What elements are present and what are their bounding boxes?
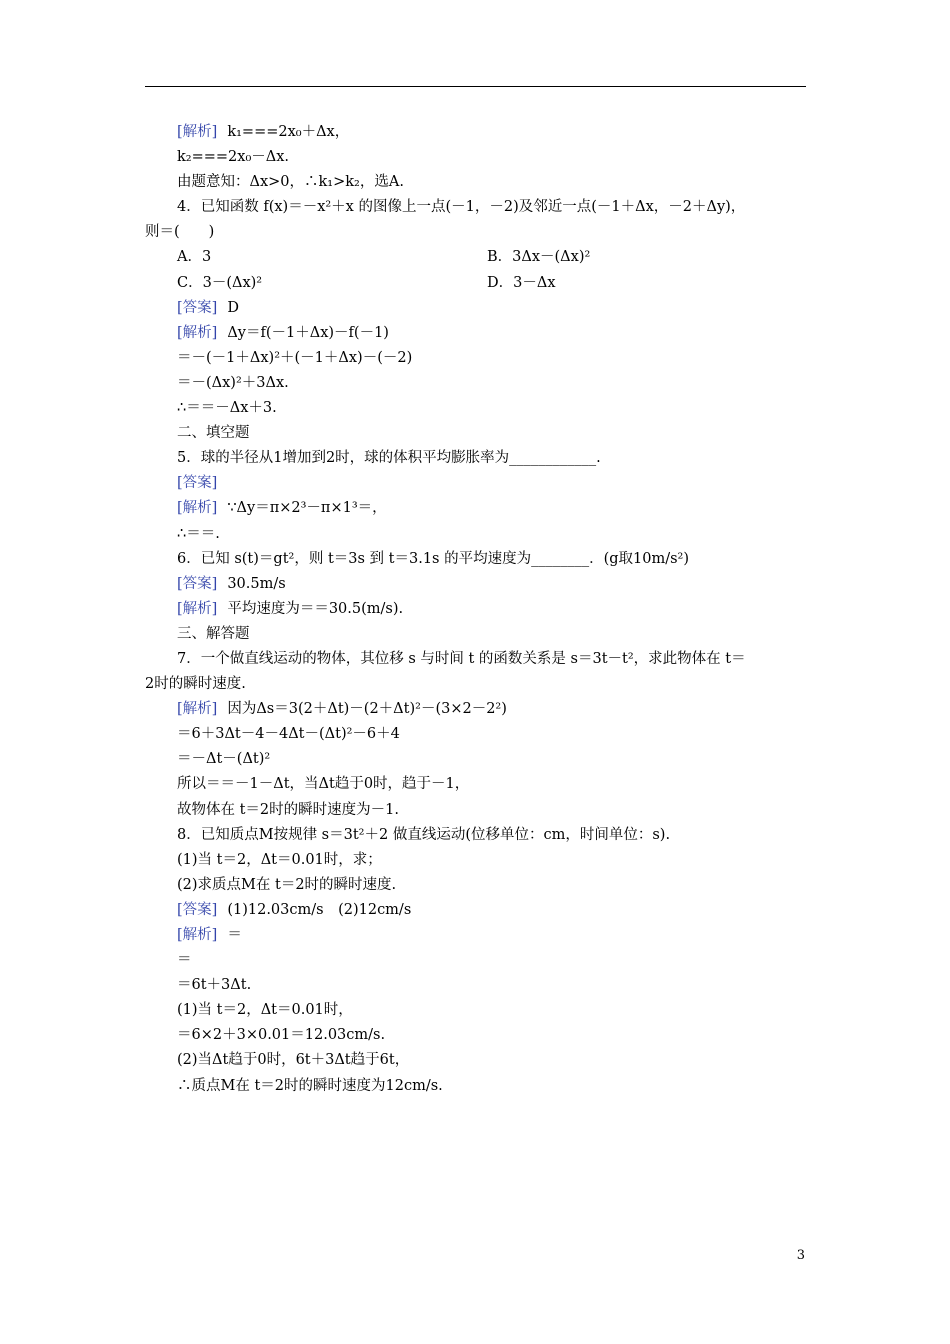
line-text: 三、解答题 xyxy=(177,625,250,642)
line-text: (1)当 t＝2，Δt＝0.01时，求； xyxy=(177,851,382,868)
line-text: k₁===2x₀＋Δx， xyxy=(227,124,350,140)
text-line xyxy=(145,446,806,471)
line-text: Δy＝f(－1＋Δx)－f(－1) xyxy=(227,324,389,341)
line-text: (1)12.03cm/s (2)12cm/s xyxy=(227,901,412,918)
section-tag: [解析] xyxy=(177,927,218,943)
text-line xyxy=(145,195,806,220)
line-text: 5．球的半径从1增加到2时，球的体积平均膨胀率为____________. xyxy=(177,450,601,467)
text-line xyxy=(145,321,806,346)
text-line xyxy=(145,271,806,296)
line-text: k₂===2x₀－Δx. xyxy=(177,149,290,166)
line-text: 2时的瞬时速度. xyxy=(145,676,246,693)
section-tag: [答案] xyxy=(177,575,218,592)
document-body xyxy=(145,120,806,1099)
line-text: 故物体在 t＝2时的瞬时速度为－1. xyxy=(177,801,399,818)
text-line xyxy=(145,296,806,321)
text-line xyxy=(145,496,806,521)
page-number: 3 xyxy=(796,1248,805,1263)
text-line xyxy=(145,120,806,145)
line-text: 所以＝＝－1－Δt，当Δt趋于0时，趋于－1， xyxy=(177,776,470,793)
text-line xyxy=(145,547,806,572)
line-text: ＝－(Δx)²＋3Δx. xyxy=(177,374,289,391)
text-line xyxy=(145,346,806,371)
line-text: 则＝( ) xyxy=(145,224,215,241)
text-line xyxy=(145,923,806,948)
text-line xyxy=(145,697,806,722)
option-choice: C．3－(Δx)² xyxy=(177,274,263,291)
text-line xyxy=(145,471,806,496)
line-text: ＝ xyxy=(177,952,192,969)
line-text: ＝6×2＋3×0.01＝12.03cm/s. xyxy=(177,1027,386,1044)
line-text: 4．已知函数 f(x)＝－x²＋x 的图像上一点(－1，－2)及邻近一点(－1＋Δx，－2＋Δy)， xyxy=(177,199,746,216)
text-line xyxy=(145,145,806,170)
line-text: ∴＝＝. xyxy=(177,525,220,542)
option-choice: D．3－Δx xyxy=(487,274,556,291)
section-tag: [解析] xyxy=(177,324,218,341)
text-line xyxy=(145,1048,806,1073)
line-text: ∴＝＝－Δx＋3. xyxy=(177,400,277,417)
line-text: ＝6t＋3Δt. xyxy=(177,977,252,994)
text-line xyxy=(145,572,806,597)
line-text: 8．已知质点M按规律 s＝3t²＋2 做直线运动(位移单位：cm，时间单位：s). xyxy=(177,826,671,843)
text-line xyxy=(145,647,806,672)
text-line xyxy=(145,396,806,421)
text-line xyxy=(145,948,806,973)
line-text: ＝ xyxy=(227,927,242,943)
line-text: ∵Δy＝π×2³－π×1³＝， xyxy=(227,500,387,517)
option-choice: B．3Δx－(Δx)² xyxy=(487,249,591,266)
text-line xyxy=(145,597,806,622)
header-rule xyxy=(145,86,806,87)
text-line xyxy=(145,1074,806,1099)
text-line xyxy=(145,722,806,747)
line-text: ＝－(－1＋Δx)²＋(－1＋Δx)－(－2) xyxy=(177,349,413,366)
text-line xyxy=(145,1023,806,1048)
line-text: 二、填空题 xyxy=(177,425,250,442)
text-line xyxy=(145,998,806,1023)
text-line xyxy=(145,873,806,898)
line-text: ＝6＋3Δt－4－4Δt－(Δt)²－6＋4 xyxy=(177,726,400,743)
line-text: 6．已知 s(t)＝gt²，则 t＝3s 到 t＝3.1s 的平均速度为________．(g取10m/s²) xyxy=(177,550,690,567)
section-tag: [解析] xyxy=(177,124,218,140)
line-text: (2)求质点M在 t＝2时的瞬时速度. xyxy=(177,876,397,893)
line-text: ∴质点M在 t＝2时的瞬时速度为12cm/s. xyxy=(177,1077,443,1094)
section-tag: [答案] xyxy=(177,475,218,492)
section-tag: [解析] xyxy=(177,701,218,718)
text-line xyxy=(145,220,806,245)
text-line xyxy=(145,245,806,270)
text-line xyxy=(145,848,806,873)
text-line xyxy=(145,672,806,697)
text-line xyxy=(145,747,806,772)
text-line xyxy=(145,421,806,446)
line-text: (2)当Δt趋于0时，6t＋3Δt趋于6t， xyxy=(177,1052,410,1069)
text-line xyxy=(145,973,806,998)
text-line xyxy=(145,170,806,195)
line-text: 平均速度为＝＝30.5(m/s). xyxy=(227,600,404,617)
section-tag: [解析] xyxy=(177,500,218,517)
line-text: D xyxy=(227,299,239,316)
line-text: 由题意知：Δx>0，∴k₁>k₂，选A. xyxy=(177,174,404,191)
text-line xyxy=(145,371,806,396)
text-line xyxy=(145,798,806,823)
line-text: 30.5m/s xyxy=(227,575,286,592)
text-line xyxy=(145,622,806,647)
section-tag: [解析] xyxy=(177,600,218,617)
text-line xyxy=(145,772,806,797)
line-text: 7．一个做直线运动的物体，其位移 s 与时间 t 的函数关系是 s＝3t－t²，求此物体在 t＝ xyxy=(177,650,746,667)
section-tag: [答案] xyxy=(177,901,218,918)
line-text: 因为Δs＝3(2＋Δt)－(2＋Δt)²－(3×2－2²) xyxy=(227,701,507,718)
line-text: (1)当 t＝2，Δt＝0.01时， xyxy=(177,1002,353,1019)
text-line xyxy=(145,898,806,923)
text-line xyxy=(145,823,806,848)
option-choice: A．3 xyxy=(177,249,212,266)
line-text: ＝－Δt－(Δt)² xyxy=(177,751,271,768)
section-tag: [答案] xyxy=(177,299,218,316)
text-line xyxy=(145,522,806,547)
